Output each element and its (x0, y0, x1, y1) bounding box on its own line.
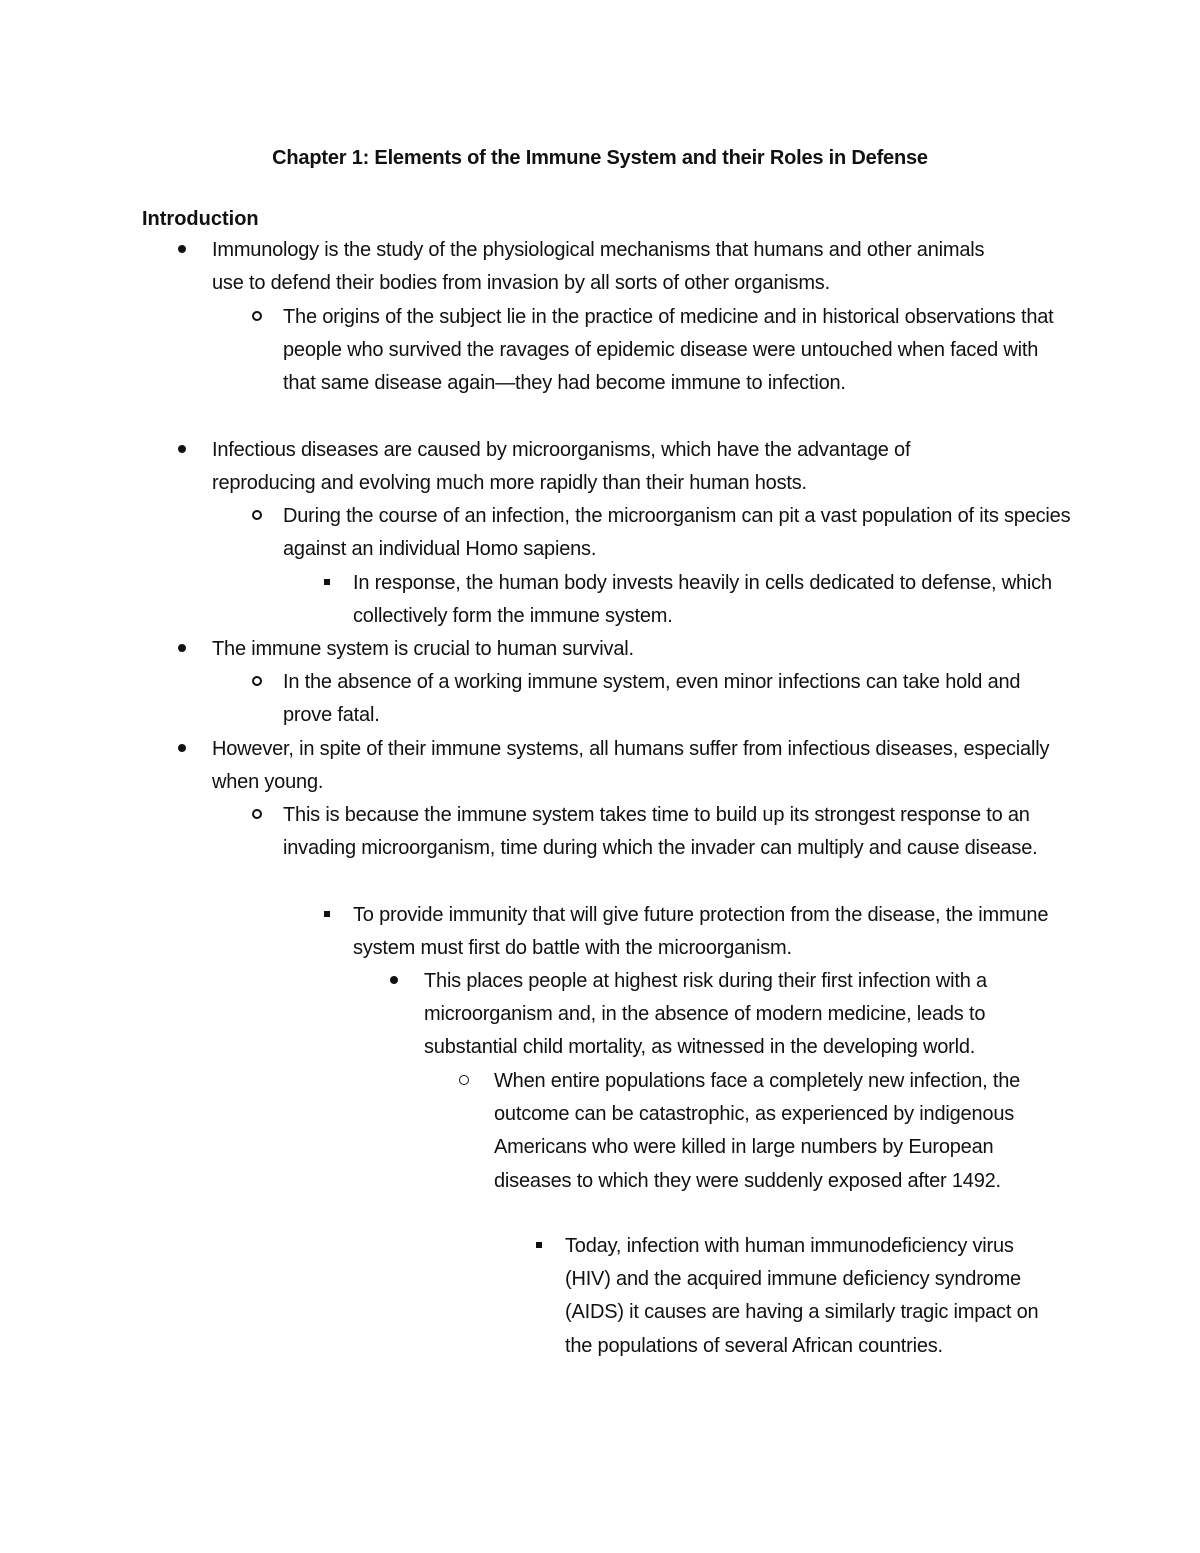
list-item (212, 234, 1012, 300)
list-item-text: When entire populations face a completely new infection, the outcome can be catastrophic, as experienced by indigenous Americans who were killed in large numbers by European diseases to which they were suddenly exposed after 1492. (494, 1070, 1021, 1192)
list-item-text: During the course of an infection, the microorganism can pit a vast population of its species against an individual Homo sapiens. (283, 505, 1071, 561)
bullet-square-icon (317, 899, 337, 932)
bullet-disc-icon (172, 633, 192, 666)
bullet-disc-icon (172, 733, 192, 766)
list-item-text: This is because the immune system takes time to build up its strongest response to an invading microorganism, time during which the invader can multiply and cause disease. (283, 804, 1038, 860)
list-item-text: Infectious diseases are caused by microorganisms, which have the advantage of reproducing and evolving much more rapidly than their human hosts. (212, 439, 911, 495)
page-title: Chapter 1: Elements of the Immune System and their Roles in Defense (272, 147, 928, 169)
list-item (424, 965, 1074, 1065)
bullet-circle-icon (454, 1065, 474, 1098)
list-item-text: To provide immunity that will give future protection from the disease, the immune system must first do battle with the microorganism. (353, 904, 1049, 960)
list-item (283, 666, 1073, 732)
section-heading: Introduction (142, 208, 259, 230)
bullet-square-icon (529, 1230, 549, 1263)
list-item-text: Immunology is the study of the physiological mechanisms that humans and other animals use to defend their bodies from invasion by all sorts of other organisms. (212, 239, 985, 295)
list-item (494, 1065, 1064, 1198)
bullet-disc-icon (172, 234, 192, 267)
list-item (212, 733, 1062, 799)
list-item (283, 301, 1073, 401)
list-item (212, 434, 1012, 500)
list-item-text: Today, infection with human immunodeficiency virus (HIV) and the acquired immune deficiency syndrome (AIDS) it causes are having a similarly tragic impact on the populations of several African countries. (565, 1235, 1039, 1357)
list-item (283, 799, 1073, 865)
bullet-disc-icon (172, 434, 192, 467)
list-item-text: In the absence of a working immune system, even minor infections can take hold and prove fatal. (283, 671, 1021, 727)
bullet-circle-icon (247, 666, 267, 699)
list-item (565, 1230, 1055, 1363)
list-item-text: The origins of the subject lie in the practice of medicine and in historical observations that people who survived the ravages of epidemic disease were untouched when faced with that same disease again—they had become immune to infection. (283, 306, 1054, 395)
list-item (353, 899, 1073, 965)
list-item (283, 500, 1073, 566)
list-item (212, 633, 1012, 666)
bullet-disc-icon (384, 965, 404, 998)
list-item-text: The immune system is crucial to human survival. (212, 638, 634, 660)
list-item (353, 567, 1073, 633)
bullet-square-icon (317, 567, 337, 600)
list-item-text: This places people at highest risk during their first infection with a microorganism and, in the absence of modern medicine, leads to substantial child mortality, as witnessed in the developing world. (424, 970, 987, 1059)
list-item-text: However, in spite of their immune systems, all humans suffer from infectious diseases, especially when young. (212, 738, 1050, 794)
list-item-text: In response, the human body invests heavily in cells dedicated to defense, which collectively form the immune system. (353, 572, 1052, 628)
bullet-circle-icon (247, 301, 267, 334)
bullet-circle-icon (247, 500, 267, 533)
bullet-circle-icon (247, 799, 267, 832)
